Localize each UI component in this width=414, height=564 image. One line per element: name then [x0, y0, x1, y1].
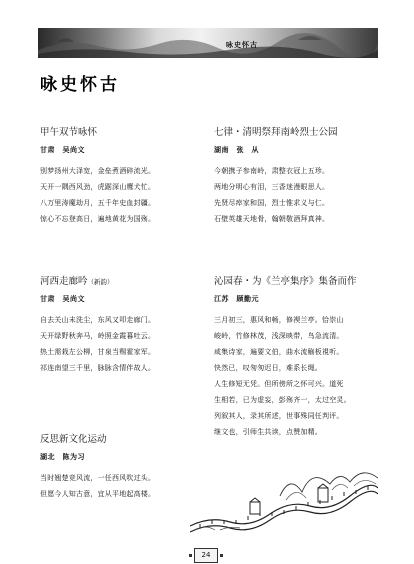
- poem-author: 江苏 顾勤元: [214, 294, 259, 303]
- poem-line: 祁连南望三千里，脉脉含情伴故人。: [40, 364, 156, 372]
- poem-block: [40, 431, 155, 502]
- poem-author: 甘肃 吴尚文: [40, 294, 85, 303]
- header-section-label: 咏史怀古: [226, 40, 258, 49]
- poem-title-note: （新韵）: [87, 278, 114, 286]
- poem-line: 人生修短无凭。但所傍所之怀可兴。道死: [214, 380, 344, 388]
- poem-line: 八万里涛魔劫月，五千年史血封疆。: [40, 199, 156, 207]
- page-title: 咏史怀古: [40, 75, 120, 95]
- poem-line: 快然已，叹匆匆迟日，难系长绳。: [214, 364, 322, 372]
- poem-line: 峻岭，竹修林茂，浅深映带，鸟急流清。: [214, 332, 344, 340]
- poem-title-text: 河西走廊吟: [40, 276, 88, 287]
- poem-line: 石壁英雄天地骨，翰朝敬酒拜真神。: [214, 215, 330, 223]
- poem-block: [214, 124, 338, 227]
- poem-line: 但愿今人知古意，宜从平地起高楼。: [40, 490, 156, 498]
- poem-line: 热土需栽左公柳，甘泉当赐霍家军。: [40, 348, 156, 356]
- poem-line: 自去关山未洗尘，东风又叩走廊门。: [40, 316, 156, 324]
- page-number: 24: [194, 548, 218, 563]
- poem-line: 先贤尽瘁家和国，烈士惟求义与仁。: [214, 199, 330, 207]
- poem-title: 七律・清明祭拜南岭烈士公园: [214, 127, 338, 138]
- poem-line: 两地分明心有泪，三香迷漫眼思人。: [214, 183, 330, 191]
- poem-block: [214, 273, 357, 440]
- poem-author: 湖北 陈为习: [40, 452, 85, 461]
- poem-line: 继文也，引师生共读，点赞加精。: [214, 428, 322, 436]
- poem-title: 沁园春・为《兰亭集序》集备而作: [214, 276, 357, 287]
- poem-line: 当时翘楚竞风流，一任西风吹过头。: [40, 474, 156, 482]
- poem-line: 别梦扬州大泽宽，金垒煮酒碎流光。: [40, 167, 156, 175]
- poem-line: 三月初三，惠风和畅，修禊兰亭。恰崇山: [214, 316, 344, 324]
- poem-title: [40, 273, 155, 287]
- poem-author: 湖南 张 从: [214, 145, 259, 154]
- poem-line: 生相若，已为虚妄，彭殇齐一，太过空灵。: [214, 396, 351, 404]
- poem-line: 列叙其人，录其所述，世事殊同任判评。: [214, 412, 344, 420]
- poem-line: 天开一隅西风劲，虎踞深山鹰犬忙。: [40, 183, 156, 191]
- landscape-banner-icon: [38, 28, 378, 58]
- poem-block: [40, 124, 155, 227]
- poem-line: 咸集诗家，遍要文伯，曲水流觞板視听。: [214, 348, 344, 356]
- poem-lines: [214, 163, 338, 227]
- poem-title: 甲午双节咏怀: [40, 127, 98, 138]
- header-banner: [38, 28, 378, 58]
- poem-title: 反思新文化运动: [40, 434, 107, 445]
- poem-block: [40, 273, 155, 376]
- poem-lines: [40, 312, 155, 376]
- poem-line: 天开绿野秋奔马，岭照金霞暮吐云。: [40, 332, 156, 340]
- poem-lines: [214, 312, 357, 440]
- poem-author: 甘肃 吴尚文: [40, 145, 85, 154]
- poem-line: 惊心不忘登高日，遍地黄花为国殇。: [40, 215, 156, 223]
- great-wall-illustration-icon: [190, 466, 378, 536]
- poem-lines: [40, 470, 155, 502]
- poem-line: 今朝携子参南岭，肃整衣冠上五珍。: [214, 167, 330, 175]
- poem-lines: [40, 163, 155, 227]
